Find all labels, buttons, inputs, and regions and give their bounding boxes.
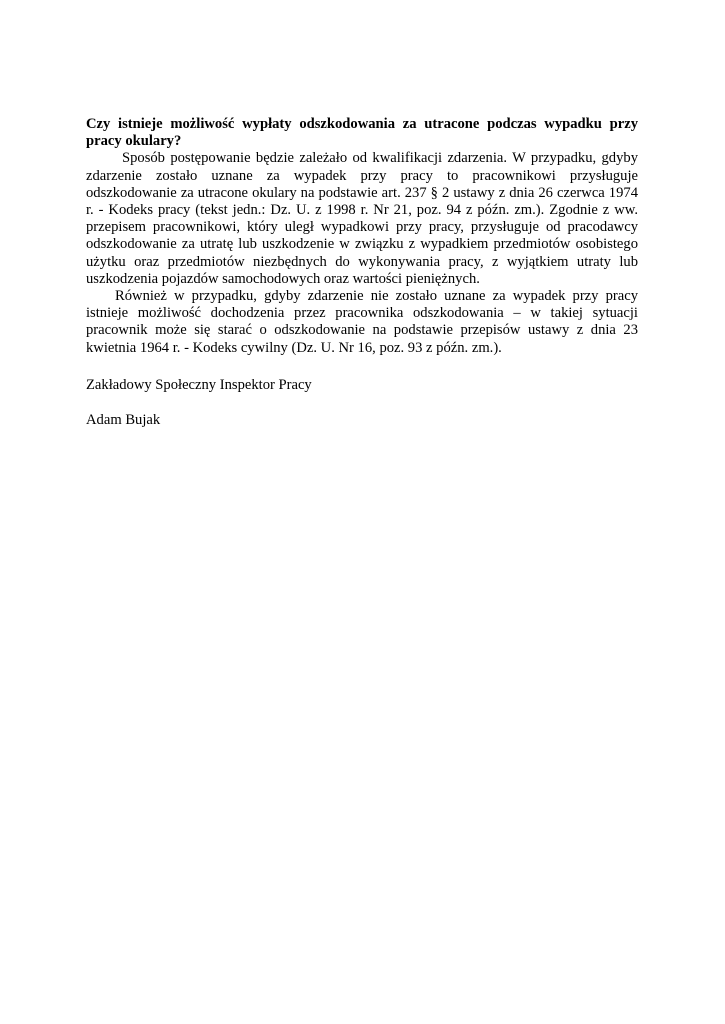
- answer-paragraph-2: Również w przypadku, gdyby zdarzenie nie zostało uznane za wypadek przy pracy istnieje możliwość dochodzenia przez pracownika odszkodowania – w takiej sytuacji pracownik może się starać o odszkodowanie na podstawie przepisów ustawy z dnia 23 kwietnia 1964 r. - Kodeks cywilny (Dz. U. Nr 16, poz. 93 z późn. zm.).: [86, 288, 638, 356]
- answer-paragraph-1: Sposób postępowanie będzie zależało od kwalifikacji zdarzenia. W przypadku, gdyby zdarzenie zostało uznane za wypadek przy pracy to pracownikowi przysługuje odszkodowanie za utracone okulary na podstawie art. 237 § 2 ustawy z dnia 26 czerwca 1974 r. - Kodeks pracy (tekst jedn.: Dz. U. z 1998 r. Nr 21, poz. 94 z późn. zm.). Zgodnie z ww. przepisem pracownikowi, który uległ wypadkowi przy pracy, przysługuje od pracodawcy odszkodowanie za utratę lub uszkodzenie w związku z wypadkiem przedmiotów osobistego użytku oraz przedmiotów niezbędnych do wykonywania pracy, z wyjątkiem utraty lub uszkodzenia pojazdów samochodowych oraz wartości pieniężnych.: [86, 150, 638, 287]
- question-heading: Czy istnieje możliwość wypłaty odszkodowania za utracone podczas wypadku przy pracy okulary?: [86, 116, 638, 150]
- document-body: [86, 116, 638, 429]
- signature-name: Adam Bujak: [86, 412, 161, 429]
- signature-title: Zakładowy Społeczny Inspektor Pracy: [86, 376, 312, 393]
